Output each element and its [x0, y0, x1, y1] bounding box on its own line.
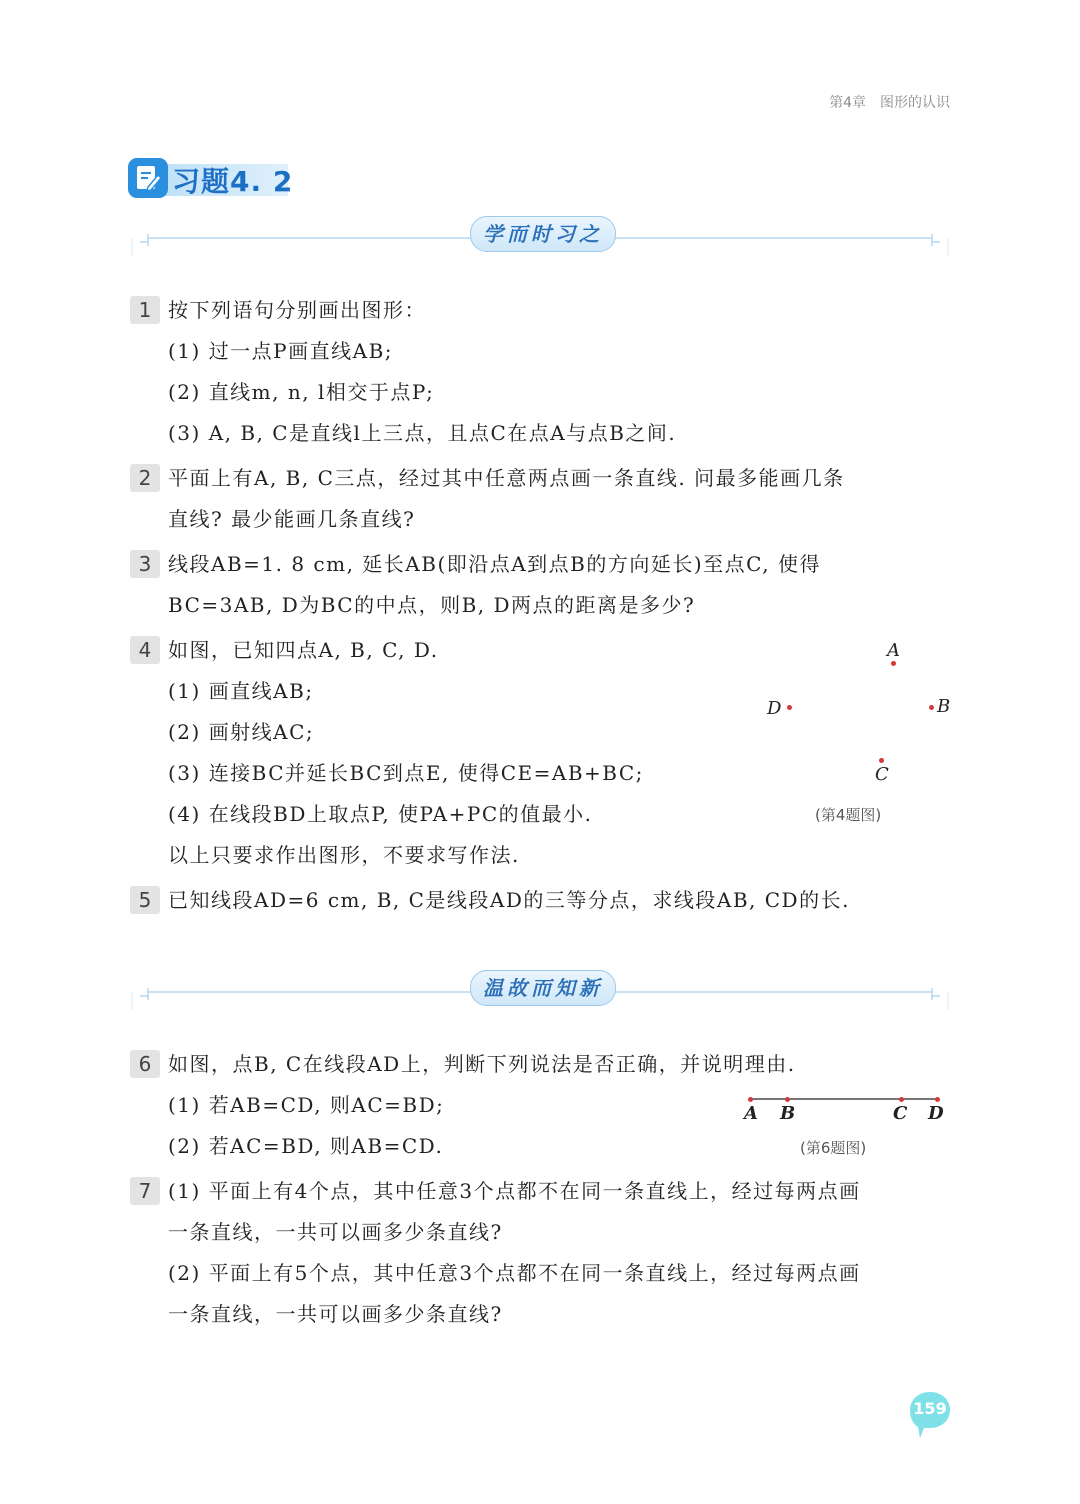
- q4-line: (4) 在线段BD上取点P, 使PA+PC的值最小.: [168, 802, 593, 826]
- fig4-label-d: D: [767, 698, 782, 719]
- q1-line: 按下列语句分别画出图形：: [168, 298, 426, 322]
- chapter-title: 图形的认识: [880, 95, 950, 111]
- question-number-1: 1: [130, 296, 160, 324]
- q3-line: BC=3AB, D为BC的中点，则B, D两点的距离是多少?: [168, 593, 696, 617]
- q3-line: 线段AB=1. 8 cm, 延长AB(即沿点A到点B的方向延长)至点C, 使得: [168, 552, 821, 576]
- fig6-point-d: [935, 1097, 940, 1102]
- section-title-1: 学而时习之: [470, 216, 616, 252]
- q4-line: 如图，已知四点A, B, C, D.: [168, 638, 439, 662]
- q6-line: (2) 若AC=BD, 则AB=CD.: [168, 1134, 444, 1158]
- fig6-label-d: D: [928, 1103, 944, 1124]
- question-number-3: 3: [130, 550, 160, 578]
- fig4-caption: (第4题图): [815, 806, 882, 824]
- exercise-title: 习题4. 2: [172, 165, 294, 198]
- q6-line: 如图，点B, C在线段AD上，判断下列说法是否正确，并说明理由.: [168, 1052, 796, 1076]
- q4-line: (1) 画直线AB;: [168, 679, 314, 703]
- q4-line: (2) 画射线AC;: [168, 720, 315, 744]
- q7-line: 一条直线，一共可以画多少条直线?: [168, 1302, 503, 1326]
- q4-line: 以上只要求作出图形，不要求写作法.: [168, 843, 520, 867]
- section-header-1: [130, 216, 950, 256]
- fig4-label-c: C: [875, 764, 889, 785]
- question-number-4: 4: [130, 636, 160, 664]
- q7-line: (1) 平面上有4个点，其中任意3个点都不在同一条直线上，经过每两点画: [168, 1179, 861, 1203]
- q7-line: 一条直线，一共可以画多少条直线?: [168, 1220, 503, 1244]
- question-number-2: 2: [130, 464, 160, 492]
- fig6-label-c: C: [893, 1103, 908, 1124]
- fig6-point-c: [899, 1097, 904, 1102]
- fig6-caption: (第6题图): [800, 1139, 867, 1157]
- fig6-label-b: B: [780, 1103, 796, 1124]
- fig4-label-b: B: [937, 696, 951, 717]
- fig4-point-d: [787, 705, 792, 710]
- fig4-point-b: [929, 705, 934, 710]
- question-number-6: 6: [130, 1050, 160, 1078]
- pencil-note-icon: [128, 158, 168, 198]
- section-title-2: 温故而知新: [470, 970, 616, 1006]
- q2-line: 直线? 最少能画几条直线?: [168, 507, 416, 531]
- q7-line: (2) 平面上有5个点，其中任意3个点都不在同一条直线上，经过每两点画: [168, 1261, 861, 1285]
- section-header-2: [130, 970, 950, 1010]
- q6-line: (1) 若AB=CD, 则AC=BD;: [168, 1093, 445, 1117]
- q5-line: 已知线段AD=6 cm, B, C是线段AD的三等分点，求线段AB, CD的长.: [168, 888, 850, 912]
- question-number-5: 5: [130, 886, 160, 914]
- chapter-header: [815, 92, 950, 112]
- chapter-number: 第4章: [829, 95, 866, 111]
- q1-line: (1) 过一点P画直线AB;: [168, 339, 394, 363]
- q4-line: (3) 连接BC并延长BC到点E, 使得CE=AB+BC;: [168, 761, 644, 785]
- fig6-label-a: A: [744, 1103, 758, 1124]
- q2-line: 平面上有A, B, C三点，经过其中任意两点画一条直线. 问最多能画几条: [168, 466, 845, 490]
- fig6-point-b: [785, 1097, 790, 1102]
- question-number-7: 7: [130, 1177, 160, 1205]
- fig4-label-a: A: [887, 640, 900, 661]
- q1-line: (2) 直线m, n, l相交于点P;: [168, 380, 435, 404]
- page-number: 159: [913, 1399, 947, 1418]
- page-number-badge: [908, 1390, 952, 1440]
- fig6-segment: [746, 1094, 942, 1104]
- fig4-point-c: [879, 758, 884, 763]
- fig4-point-a: [891, 661, 896, 666]
- q1-line: (3) A, B, C是直线l上三点，且点C在点A与点B之间.: [168, 421, 677, 445]
- fig6-point-a: [748, 1097, 753, 1102]
